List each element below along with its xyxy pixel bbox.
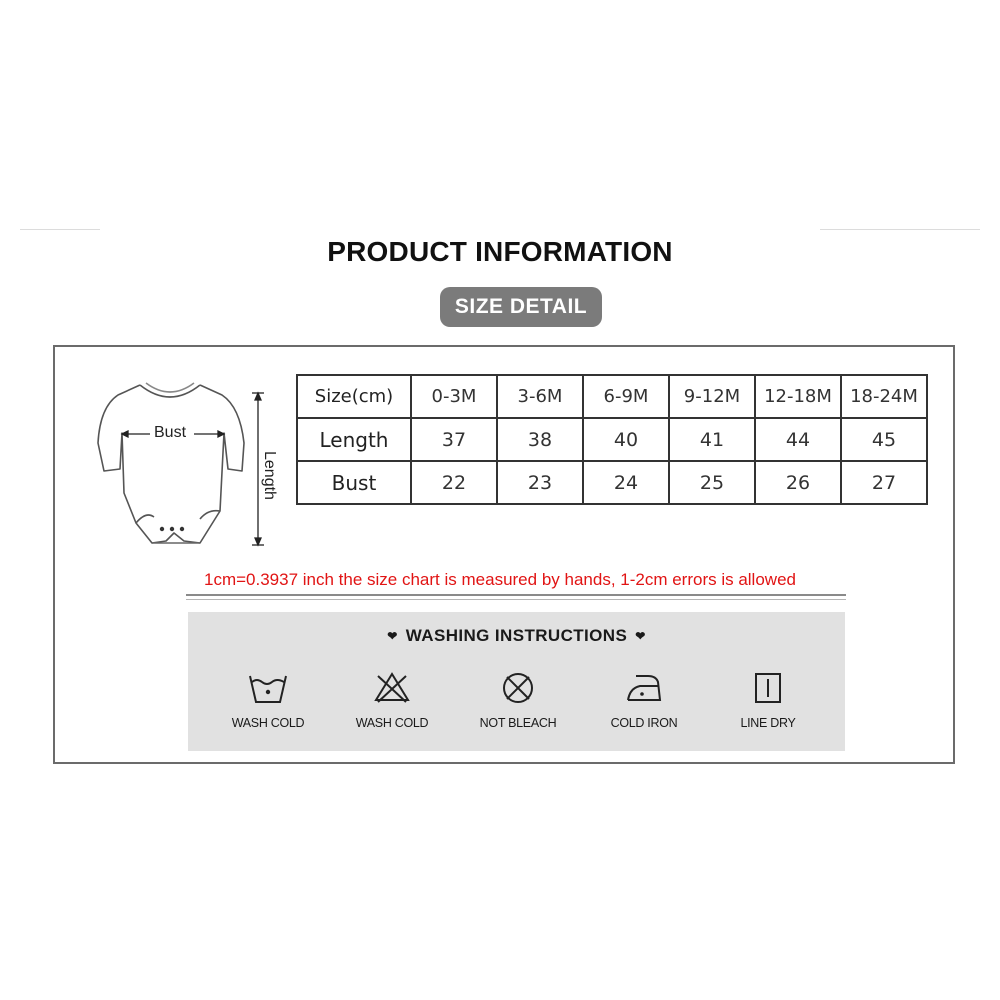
table-cell: 27: [841, 461, 927, 504]
length-label: Length: [261, 451, 278, 500]
table-cell: 23: [497, 461, 583, 504]
care-item-line-dry: [713, 670, 823, 730]
table-cell: 38: [497, 418, 583, 461]
table-cell: 22: [411, 461, 497, 504]
size-table-header-row: [297, 375, 927, 418]
row-label: Length: [297, 418, 411, 461]
wash-tub-icon: [246, 670, 290, 706]
divider-line: [186, 594, 846, 596]
bodysuit-outline-icon: [88, 373, 288, 553]
table-cell: 45: [841, 418, 927, 461]
heart-icon: ❤: [387, 629, 398, 643]
no-bleach-icon: [496, 670, 540, 706]
divider-line: [186, 599, 846, 600]
top-divider-line: [20, 229, 100, 230]
table-cell: 24: [583, 461, 669, 504]
size-header-cell: 18-24M: [841, 375, 927, 418]
bodysuit-diagram: [88, 373, 288, 553]
care-label: LINE DRY: [740, 716, 796, 730]
size-header-cell: 9-12M: [669, 375, 755, 418]
heart-icon: ❤: [635, 629, 646, 643]
size-header-cell: 6-9M: [583, 375, 669, 418]
row-label: Bust: [297, 461, 411, 504]
table-cell: 40: [583, 418, 669, 461]
size-header-cell: 3-6M: [497, 375, 583, 418]
care-label: COLD IRON: [610, 716, 678, 730]
table-cell: 44: [755, 418, 841, 461]
washing-title: [188, 626, 845, 646]
care-label: WASH COLD: [355, 716, 429, 730]
table-cell: 26: [755, 461, 841, 504]
top-divider-line-right: [820, 229, 980, 230]
care-label: NOT BLEACH: [479, 716, 557, 730]
table-cell: 41: [669, 418, 755, 461]
table-cell: 25: [669, 461, 755, 504]
line-dry-icon: [746, 670, 790, 706]
bust-label: Bust: [154, 424, 187, 441]
size-header-cell: Size(cm): [297, 375, 411, 418]
size-header-cell: 0-3M: [411, 375, 497, 418]
washing-title-text: WASHING INSTRUCTIONS: [405, 626, 628, 645]
care-item-not-bleach: [463, 670, 573, 730]
care-label: WASH COLD: [231, 716, 305, 730]
care-item-cold-iron: [589, 670, 699, 730]
page-title: PRODUCT INFORMATION: [327, 236, 673, 267]
bust-row: [297, 461, 927, 504]
size-detail-badge: SIZE DETAIL: [440, 287, 602, 327]
care-item-do-not-wash: [337, 670, 447, 730]
size-header-cell: 12-18M: [755, 375, 841, 418]
size-table: [296, 374, 928, 505]
washing-instructions-panel: [188, 612, 845, 751]
do-not-wash-icon: [370, 670, 414, 706]
length-row: [297, 418, 927, 461]
table-cell: 37: [411, 418, 497, 461]
iron-icon: [622, 670, 666, 706]
measurement-note: 1cm=0.3937 inch the size chart is measured by hands, 1-2cm errors is allowed: [204, 570, 796, 589]
care-item-wash-cold: [213, 670, 323, 730]
